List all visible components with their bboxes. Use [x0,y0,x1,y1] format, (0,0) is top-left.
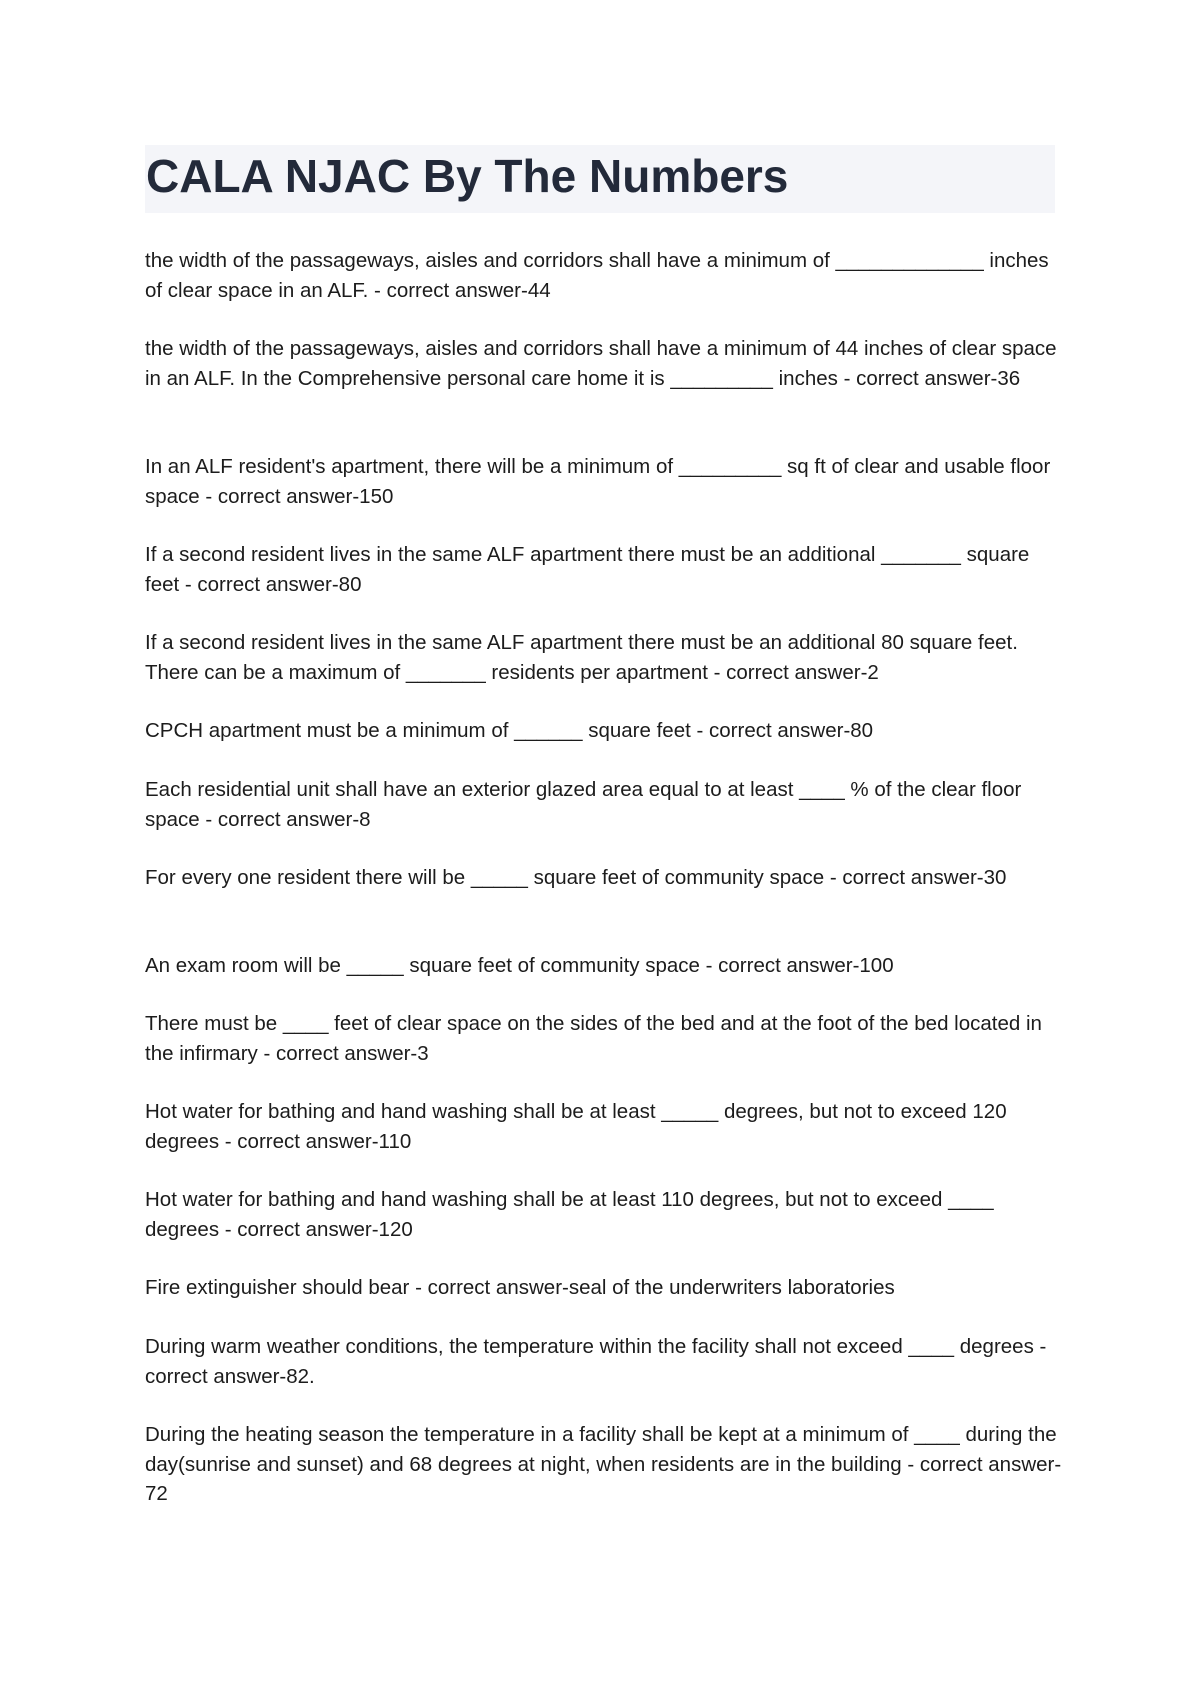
qa-item: If a second resident lives in the same ALF apartment there must be an additional 80 square feet. There can be a maximum of _______ residents per apartment - correct answer-2 [145,631,1018,684]
qa-item: Hot water for bathing and hand washing shall be at least _____ degrees, but not to exceed 120 degrees - correct answer-110 [145,1100,1007,1153]
page-title: CALA NJAC By The Numbers [146,150,789,202]
qa-item: For every one resident there will be _____ square feet of community space - correct answer-30 [145,866,1007,889]
qa-item: Hot water for bathing and hand washing shall be at least 110 degrees, but not to exceed ____ degrees - correct answer-120 [145,1188,994,1241]
qa-item: Fire extinguisher should bear - correct answer-seal of the underwriters laboratories [145,1276,895,1299]
qa-item: An exam room will be _____ square feet of community space - correct answer-100 [145,954,894,977]
qa-item: There must be ____ feet of clear space on the sides of the bed and at the foot of the bed located in the infirmary - correct answer-3 [145,1012,1042,1065]
qa-item: the width of the passageways, aisles and corridors shall have a minimum of 44 inches of clear space in an ALF. In the Comprehensive personal care home it is _________ inches - correct answer-36 [145,337,1057,390]
qa-item: During warm weather conditions, the temperature within the facility shall not exceed ____ degrees - correct answer-82. [145,1335,1047,1388]
qa-item: CPCH apartment must be a minimum of ______ square feet - correct answer-80 [145,719,874,742]
qa-item: the width of the passageways, aisles and corridors shall have a minimum of _____________ inches of clear space in an ALF. - correct answer-44 [145,249,1049,302]
qa-item: Each residential unit shall have an exterior glazed area equal to at least ____ % of the clear floor space - correct answer-8 [145,778,1022,831]
qa-item: During the heating season the temperature in a facility shall be kept at a minimum of ____ during the day(sunrise and sunset) and 68 degrees at night, when residents are in the building - correct answer-72 [145,1423,1062,1505]
qa-item: In an ALF resident's apartment, there will be a minimum of _________ sq ft of clear and usable floor space - correct answer-150 [145,455,1051,508]
qa-item: If a second resident lives in the same ALF apartment there must be an additional _______ square feet - correct answer-80 [145,543,1030,596]
